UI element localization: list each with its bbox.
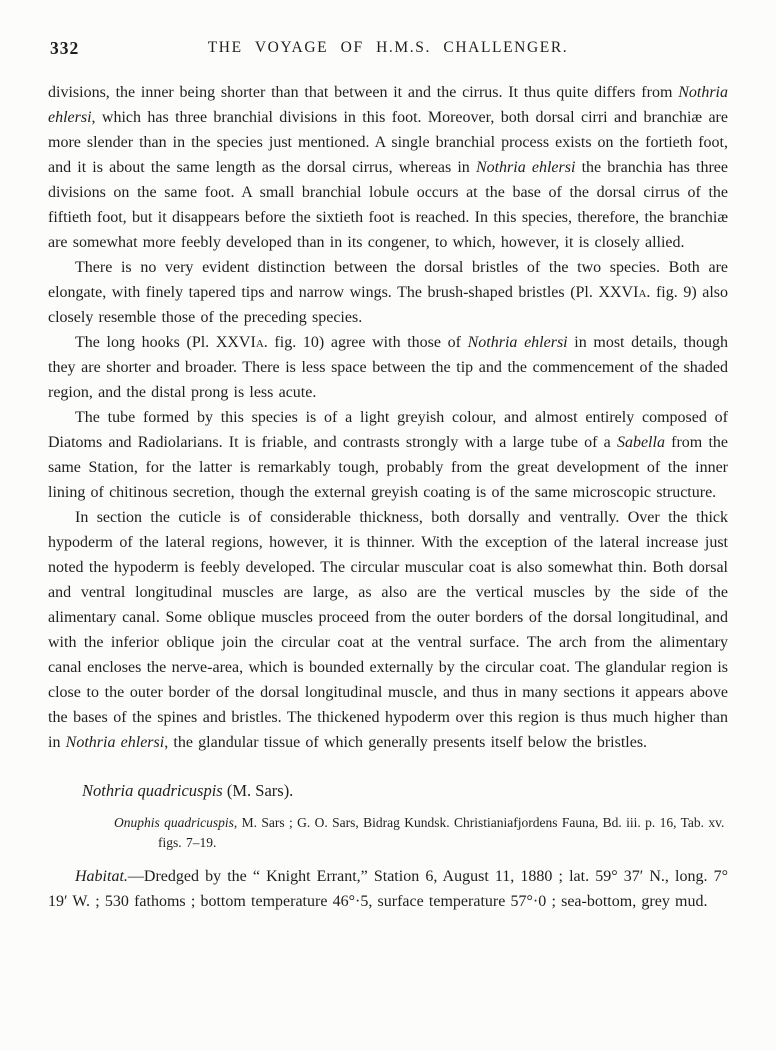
smallcap-run: a: [638, 284, 647, 301]
text-run: divisions, the inner being shorter than that between it and the cirrus. It thus quite differs from: [48, 84, 679, 101]
page-number: 332: [50, 38, 80, 58]
citation: [114, 813, 728, 853]
italic-run: Habitat.: [75, 868, 128, 885]
text-run: , which has three branchial divisions in this foot. Moreover, both dorsal cirri and branchiæ are more slender than in the species just mentioned. A single branchial process exists on the fortieth foot, and it is about the same length as the dorsal cirrus, whereas in: [48, 109, 728, 176]
text-run: in most details, though they are shorter and broader. There is less space between the tip and the commencement of the shaded region, and the distal prong is less acute.: [48, 334, 729, 401]
running-head: [48, 38, 728, 62]
paragraph: [48, 505, 728, 755]
text-run: the branchia has three divisions on the same foot. A small branchial lobule occurs at the base of the dorsal cirrus of the fiftieth foot, but it disappears before the sixtieth foot is reached. In this species, therefore, the branchiæ are somewhat more feebly developed than in its congener, to which, however, it is closely allied.: [48, 159, 728, 251]
italic-run: Nothria ehlersi: [65, 734, 165, 751]
italic-run: Nothria quadricuspis: [82, 781, 223, 800]
italic-run: Onuphis quadricuspis: [114, 815, 234, 830]
species-heading: [82, 780, 728, 802]
body-text: [48, 80, 728, 755]
habitat-paragraph: [48, 864, 728, 914]
text-run: . fig. 9) also closely resemble those of the preceding species.: [48, 284, 728, 326]
paragraph: [48, 330, 728, 405]
text-run: , M. Sars ; G. O. Sars, Bidrag Kundsk. Christianiafjordens Fauna, Bd. iii. p. 16, Tab. xv. figs. 7–19.: [158, 815, 725, 850]
paragraph: [48, 405, 728, 505]
text-run: from the same Station, for the latter is remarkably tough, probably from the great development of the inner lining of chitinous secretion, though the external greyish coating is of the same microscopic structure.: [48, 434, 728, 501]
italic-run: Nothria ehlersi: [48, 84, 728, 126]
italic-run: Nothria ehlersi: [467, 334, 568, 351]
text-run: The tube formed by this species is of a light greyish colour, and almost entirely composed of Diatoms and Radiolarians. It is friable, and contrasts strongly with a large tube of a: [48, 409, 728, 451]
smallcap-run: a: [255, 334, 264, 351]
text-run: There is no very evident distinction between the dorsal bristles of the two species. Both are elongate, with finely tapered tips and narrow wings. The brush-shaped bristles (Pl. XXVI: [48, 259, 728, 301]
italic-run: Nothria ehlersi: [475, 159, 576, 176]
text-run: The long hooks (Pl. XXVI: [75, 334, 256, 351]
text-run: In section the cuticle is of considerable thickness, both dorsally and ventrally. Over the thick hypoderm of the lateral regions, however, it is thinner. With the exception of the lateral increase just noted the hypoderm is feebly developed. The circular muscular coat is also somewhat thin. Both dorsal and ventral longitudinal muscles are large, as also are the vertical muscles by the side of the alimentary canal. Some oblique muscles proceed from the outer borders of the dorsal longitudinal, and with the inferior oblique join the circular coat at the ventral surface. The arch from the alimentary canal encloses the nerve-area, which is bounded externally by the circular coat. The glandular region is close to the outer border of the dorsal longitudinal muscle, and thus in many sections it appears above the bases of the spines and bristles. The thickened hypoderm over this region is thus much higher than in: [48, 509, 728, 751]
text-run: , the glandular tissue of which generally presents itself below the bristles.: [164, 734, 648, 751]
text-run: . fig. 10) agree with those of: [263, 334, 468, 351]
paragraph: [48, 80, 728, 255]
running-title: THE VOYAGE OF H.M.S. CHALLENGER.: [207, 39, 569, 56]
italic-run: Sabella: [616, 434, 665, 451]
paragraph: [48, 255, 728, 330]
text-run: —Dredged by the “ Knight Errant,” Station 6, August 11, 1880 ; lat. 59° 37′ N., long. 7° 19′ W. ; 530 fathoms ; bottom temperature 46°·5, surface temperature 57°·0 ; sea-bottom, grey mud.: [48, 868, 728, 910]
text-run: (M. Sars).: [222, 781, 294, 800]
